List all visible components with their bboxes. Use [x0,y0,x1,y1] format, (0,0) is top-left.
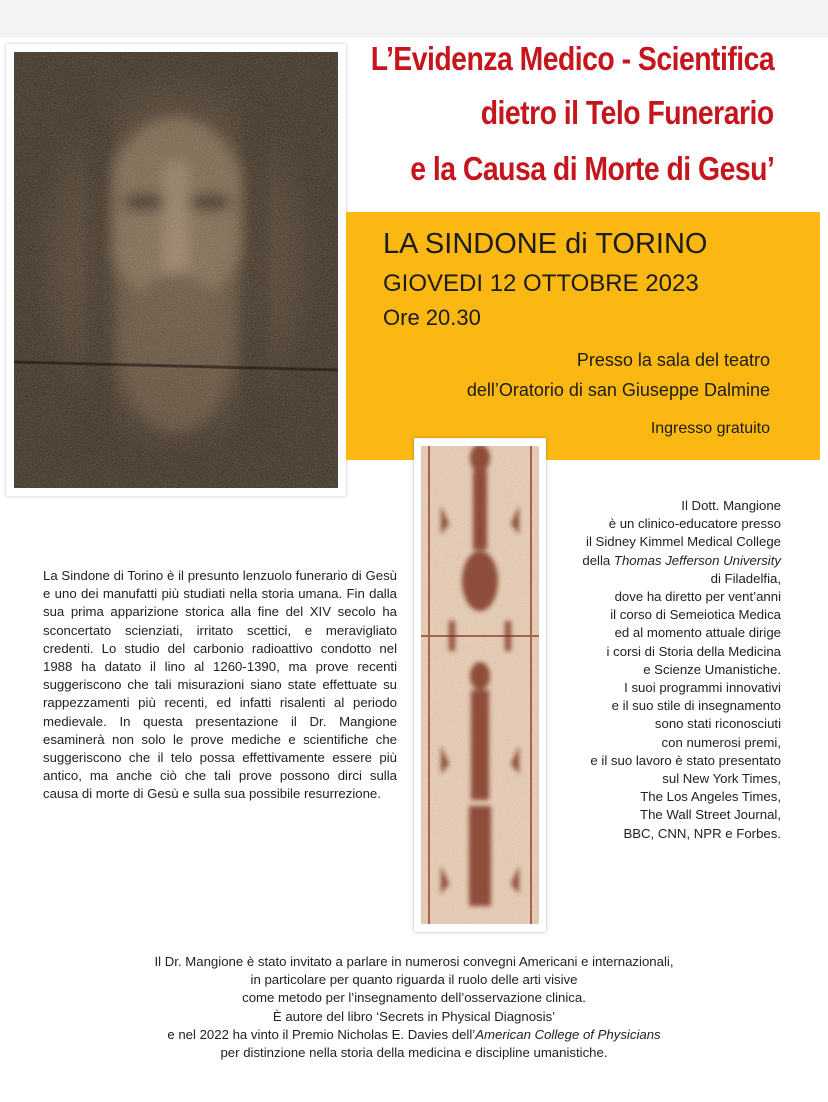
bio-line [523,552,781,570]
achievement-line: È autore del libro ‘Secrets in Physical Diagnosis’ [272,1008,556,1024]
achievement-line: Il Dr. Mangione è stato invitato a parlare in numerosi convegni Americani e internazionali, [154,954,674,969]
achievement-line: in particolare per quanto riguarda il ruolo delle arti visive [250,972,578,988]
bio-line: ed al momento attuale dirige [614,625,781,641]
bio-line: I suoi programmi innovativi [624,680,781,696]
achievement-line [0,1026,828,1044]
bio-line: con numerosi premi, [661,734,781,750]
bio-line: e Scienze Umanistiche. [643,661,781,677]
bio-line: BBC, CNN, NPR e Forbes. [623,825,781,841]
achievement-text: e nel 2022 ha vinto il Premio Nicholas E. Davies dell’ [167,1026,476,1042]
achievement-line: per distinzione nella storia della medicina e discipline umanistiche. [220,1045,608,1061]
bio-line: e il suo stile di insegnamento [611,698,781,714]
bio-line: The Wall Street Journal, [640,807,781,823]
bio-line: dove ha diretto per vent’anni [614,589,781,605]
shroud-full-image [421,446,539,924]
event-admission: Ingresso gratuito [650,420,770,437]
speaker-achievements [0,953,828,1062]
bio-line: è un clinico-educatore presso [608,516,781,532]
event-venue-line-1: Presso la sala del teatro [576,350,770,370]
college-name: American College of Physicians [475,1026,661,1042]
bio-line: di Filadelfia, [710,570,781,586]
speaker-bio [523,497,781,843]
bio-line: Il Dott. Mangione [681,498,781,513]
title-line-3: e la Causa di Morte di Gesu’ [409,150,774,187]
university-name: Thomas Jefferson University [613,552,781,568]
bio-line: The Los Angeles Times, [640,789,781,805]
shroud-face-image [14,52,338,488]
bio-line: sul New York Times, [662,771,781,787]
achievement-line: come metodo per l’insegnamento dell’osservazione clinica. [242,990,586,1006]
bio-line: il corso di Semeiotica Medica [610,607,781,623]
event-time: Ore 20.30 [383,305,481,330]
event-name: LA SINDONE di TORINO [383,228,708,260]
bio-line: il Sidney Kimmel Medical College [586,534,781,550]
event-venue-line-2: dell’Oratorio di san Giuseppe Dalmine [466,380,770,400]
bio-line: sono stati riconosciuti [654,716,781,732]
bio-line: i corsi di Storia della Medicina [606,643,781,659]
shroud-description: La Sindone di Torino è il presunto lenzuolo funerario di Gesù e uno dei manufatti più studiati nella storia umana. Fin dalla sua prima apparizione storica alla fine del XIV secolo ha sconcertato scienziati, irritato scettici, e meravigliato credenti. Lo studio del carbonio radioattivo condotto nel 1988 ha datato il lino al 1260-1390, ma prove recenti suggeriscono che tali misurazioni siano state effettuate su rappezzamenti più recenti, ed infatti risalenti al periodo medievale. In questa presentazione il Dr. Mangione esaminerà non solo le prove mediche e scientifiche che suggeriscono che il telo possa effettivamente essere più antico, ma anche ciò che tali prove possono dirci sulla causa di morte di Gesù e sulla sua possibile resurrezione. [43,568,397,802]
bio-text: della [582,552,614,568]
title-line-1: L’Evidenza Medico - Scientifica [370,40,774,77]
bio-line: e il suo lavoro è stato presentato [590,752,781,768]
top-strip [0,0,828,38]
title-line-2: dietro il Telo Funerario [480,94,774,131]
event-date: GIOVEDI 12 OTTOBRE 2023 [383,270,699,297]
